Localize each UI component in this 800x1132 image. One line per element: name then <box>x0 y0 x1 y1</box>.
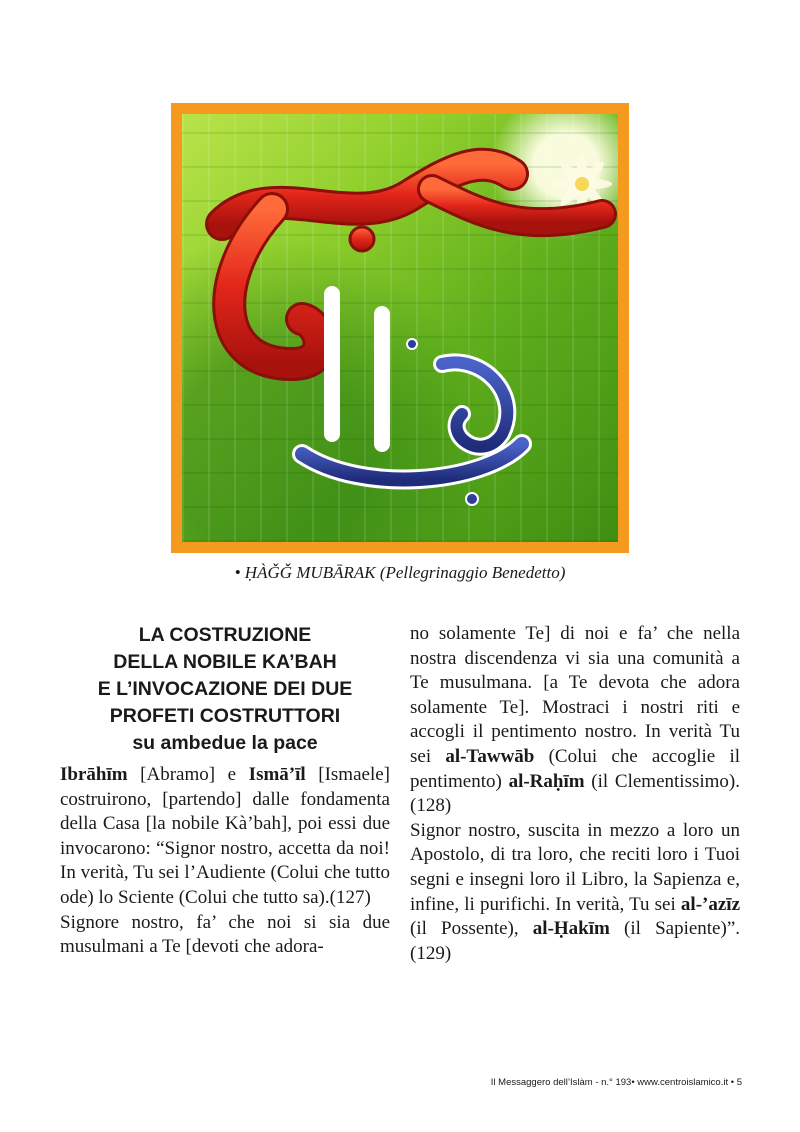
bold-name: al-Ḥakīm <box>532 918 610 940</box>
text-run: [Ismaele] costruirono, [partendo] dalle fondamenta della Casa [la nobile Kà’bah], poi essi due invocarono: “Signor nostro, accetta da noi! In verità, Tu sei l’Audiente (Colui che tutto ode) lo Sciente (Colui che tutto sa).(127) <box>60 764 390 908</box>
text-run: (Colui che accoglie il pentimento) <box>410 745 740 792</box>
bold-name: al-’azīz <box>680 893 740 915</box>
bold-name: Ismā’īl <box>248 764 306 785</box>
text-run: (il Clementissimo). (128) <box>410 770 741 817</box>
title-subline: su ambedue la pace <box>132 732 318 754</box>
page-footer: Il Messaggero dell’Islàm - n.° 193• www.centroislamico.it • 5 <box>490 1077 742 1088</box>
bold-name: al-Raḥīm <box>508 770 585 792</box>
title-line: LA COSTRUZIONE <box>138 624 312 646</box>
paragraph <box>410 819 740 967</box>
left-body-text <box>60 763 390 960</box>
hajj-script <box>222 165 602 364</box>
right-column <box>410 622 740 966</box>
image-caption: • ḤÀǦǦ MUBĀRAK (Pellegrinaggio Benedetto) <box>234 563 566 582</box>
paragraph <box>410 622 740 819</box>
bold-name: al-Tawwāb <box>445 745 535 767</box>
title-line: E L’INVOCAZIONE DEI DUE <box>97 678 353 700</box>
text-run: (il Possente), <box>410 918 533 940</box>
title-line: DELLA NOBILE KA’BAH <box>113 651 337 673</box>
text-run: [Abramo] e <box>127 764 249 785</box>
mubarak-script <box>302 294 522 505</box>
paragraph <box>60 763 390 911</box>
left-column <box>60 622 390 960</box>
text-run: Signor nostro, suscita in mezzo a loro un Apostolo, di tra loro, che reciti loro i Tuoi segni e insegni loro il Libro, la Sapienza e, infine, li purifichi. In verità, Tu sei <box>410 819 740 915</box>
bold-name: Ibrāhīm <box>60 764 128 785</box>
text-run: no solamente Te] di noi e fa’ che nella nostra discendenza vi sia una comunità a Te musulmana. [a Te devota che adora solamente Te]. Mostraci i nostri riti e accogli il pentimento nostro. In verità Tu sei <box>410 623 740 767</box>
green-background <box>182 114 618 542</box>
right-body-text <box>410 622 740 966</box>
title-line: PROFETI COSTRUTTORI <box>109 705 341 727</box>
paragraph: Signore nostro, fa’ che noi si sia due musulmani a Te [devoti che adora- <box>60 911 390 958</box>
arabic-calligraphy <box>182 114 618 542</box>
hajj-mubarak-image <box>171 103 629 553</box>
article-title <box>60 622 390 757</box>
text-run: (il Sapiente)”. (129) <box>410 918 740 964</box>
